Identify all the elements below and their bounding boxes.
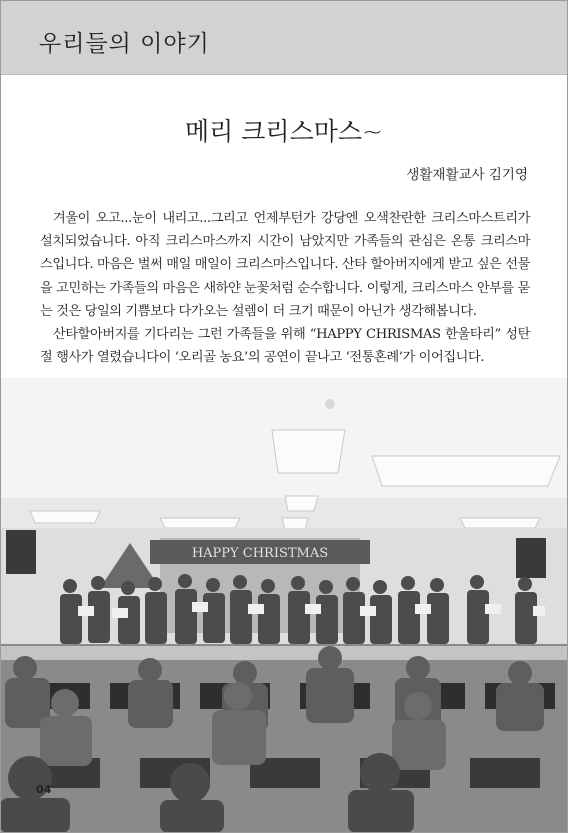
article-title: 메리 크리스마스~: [185, 117, 383, 146]
event-photo: [0, 378, 568, 833]
article-body: [40, 207, 530, 369]
section-title: 우리들의 이야기: [39, 31, 210, 57]
article-byline: 생활재활교사 김기영: [406, 167, 528, 183]
paragraph: 겨울이 오고...눈이 내리고...그리고 언제부턴가 강당엔 오색찬란한 크리스마스트리가 설치되었습니다. 아직 크리스마스까지 시간이 남았지만 가족들의 관심은 온통 크리스마스입니다. 마음은 벌써 매일 매일이 크리스마스입니다. 산타 할아버지에게 받고 싶은 선물을 고민하는 가족들의 마음은 새하얀 눈꽃처럼 순수합니다. 이렇게, 크리스마스 안부를 묻는 것은 당일의 기쁨보다 다가오는 설렘이 더 크기 때문이 아닌가 생각해봅니다.: [40, 211, 530, 319]
section-header: [0, 0, 568, 75]
banner-text: HAPPY CHRISTMAS: [191, 546, 329, 561]
paragraph: 산타할아버지를 기다리는 그런 가족들을 위해 “HAPPY CHRISMAS 한울타리” 성탄절 행사가 열렸습니다이 ‘오리골 농요’의 공연이 끝나고 ‘전통혼례’가 이어집니다.: [40, 327, 530, 366]
page-number: 04: [36, 783, 52, 796]
